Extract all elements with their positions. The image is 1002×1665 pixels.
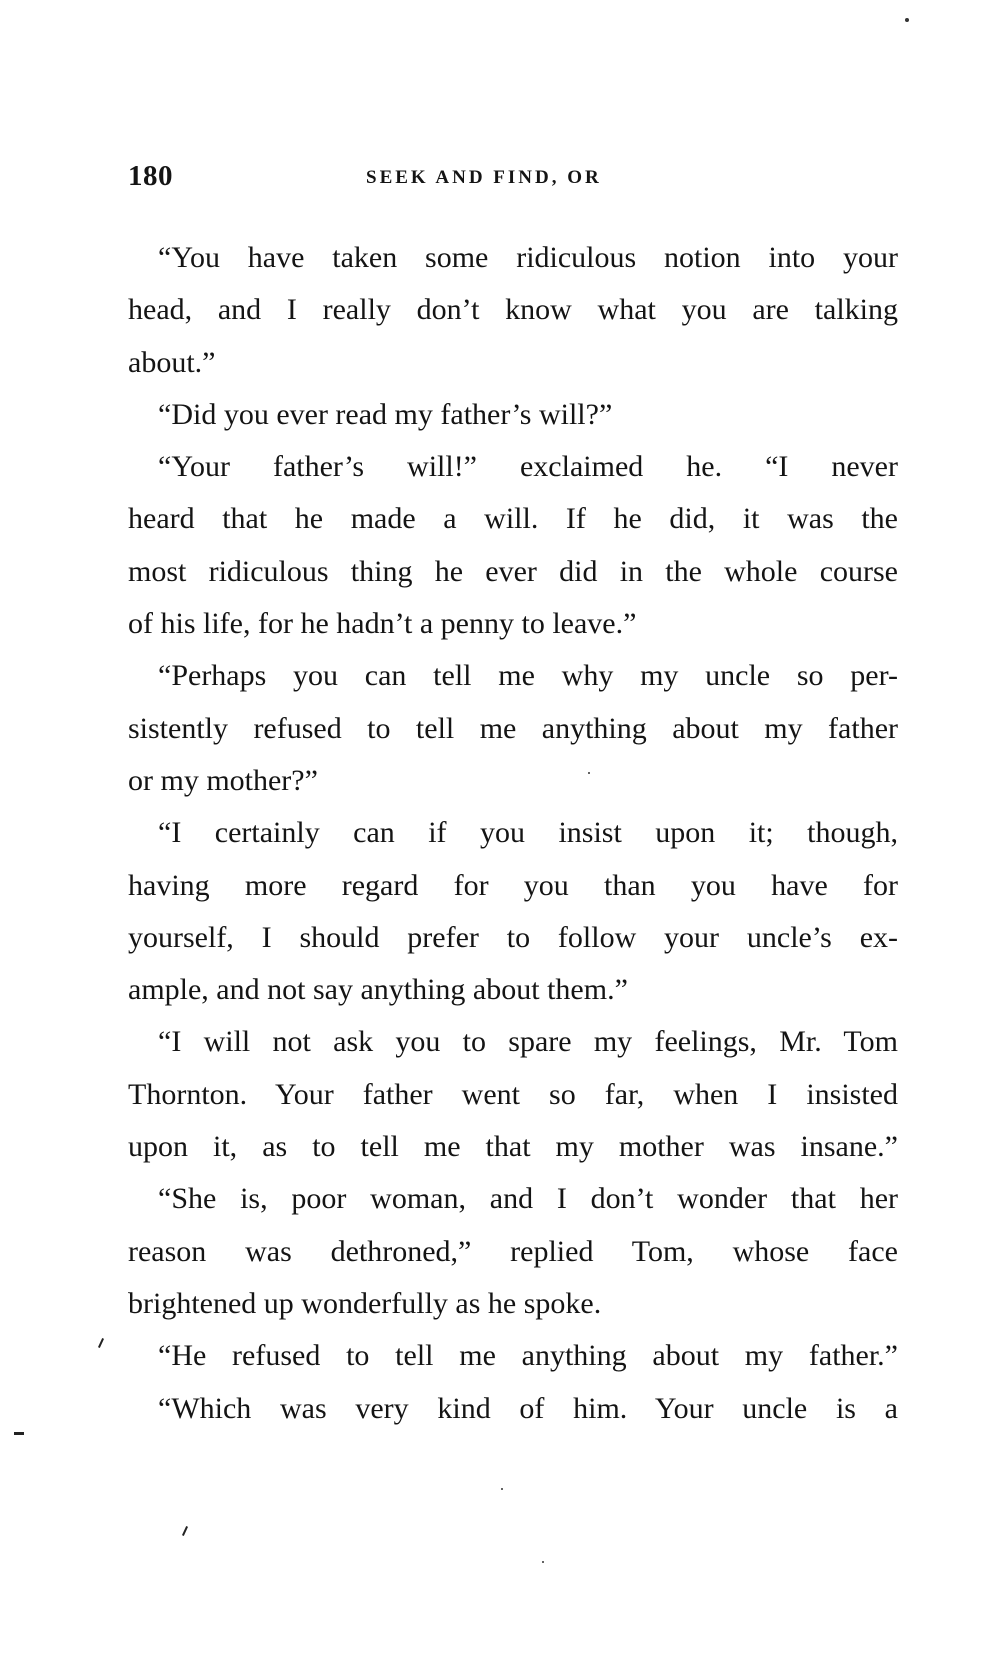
text-line: most ridiculous thing he ever did in the whole course [128, 554, 898, 588]
text-line: yourself, I should prefer to follow your uncle’s ex- [128, 920, 898, 954]
text-line: ample, and not say anything about them.” [128, 973, 628, 1007]
text-line: “I certainly can if you insist upon it; though, [158, 816, 898, 850]
scan-speck [542, 1561, 544, 1563]
text-line: of his life, for he hadn’t a penny to leave.” [128, 607, 637, 641]
text-line: reason was dethroned,” replied Tom, whose face [128, 1234, 898, 1268]
text-line: head, and I really don’t know what you are talking [128, 293, 898, 327]
text-line: “She is, poor woman, and I don’t wonder that her [158, 1182, 898, 1216]
text-line: “Your father’s will!” exclaimed he. “I never [158, 450, 898, 484]
text-line: brightened up wonderfully as he spoke. [128, 1286, 602, 1320]
page-header [128, 158, 898, 198]
body-text [128, 232, 898, 1435]
page-number: 180 [128, 160, 173, 192]
scan-speck [501, 1488, 503, 1490]
text-line: “Which was very kind of him. Your uncle is a [158, 1391, 898, 1425]
text-line: or my mother?” [128, 763, 318, 797]
scan-mark [182, 1526, 188, 1536]
text-line: “Perhaps you can tell me why my uncle so per- [158, 659, 898, 693]
text-line: “I will not ask you to spare my feelings, Mr. Tom [158, 1025, 898, 1059]
text-line: “You have taken some ridiculous notion into your [158, 241, 898, 274]
text-line: upon it, as to tell me that my mother was insane.” [128, 1130, 898, 1164]
text-line: sistently refused to tell me anything about my father [128, 711, 898, 745]
text-line: about.” [128, 345, 216, 379]
scan-speck [588, 772, 590, 774]
text-line: heard that he made a will. If he did, it was the [128, 502, 898, 536]
running-head: SEEK AND FIND, OR [366, 167, 602, 188]
text-line: “Did you ever read my father’s will?” [158, 397, 613, 431]
scan-mark [14, 1432, 24, 1435]
scan-speck [905, 18, 909, 22]
text-line: having more regard for you than you have for [128, 868, 898, 902]
text-line: “He refused to tell me anything about my father.” [158, 1339, 898, 1373]
text-line: Thornton. Your father went so far, when I insisted [128, 1077, 898, 1111]
scan-mark [98, 1338, 104, 1348]
